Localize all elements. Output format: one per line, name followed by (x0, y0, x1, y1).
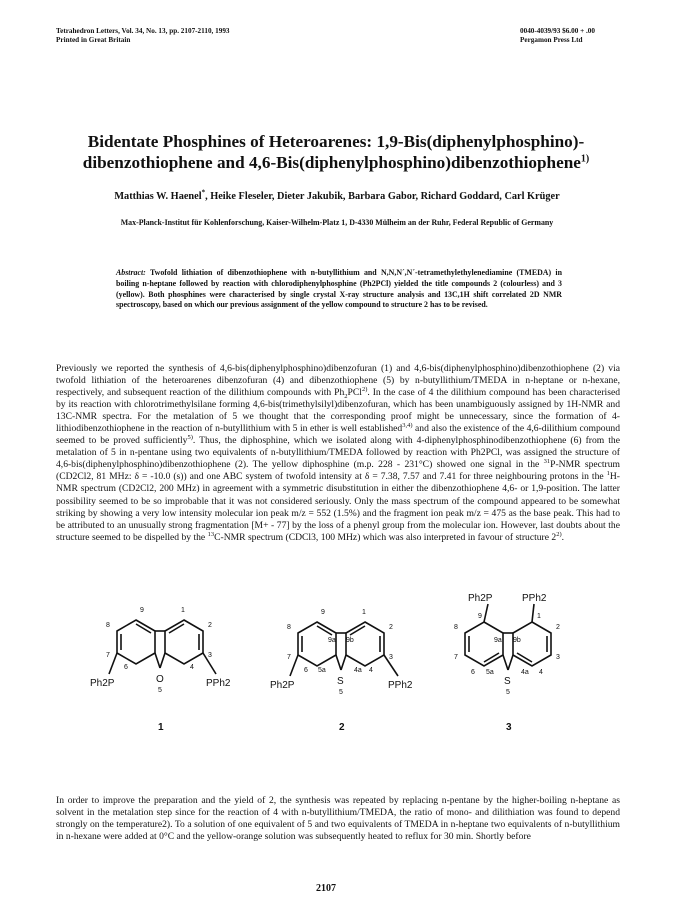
p1-g: H-NMR spectrum (CD2Cl2, 200 MHz) in agreement with a symmetric disubstitution in either the dibenzothiophene 4,6- or 1,9-position. The latter possibility seemed to be so improbable that it was not considered seriously. Only the mass spectrum of the compound appeared to be somewhat striking by showing a very low intensity molecular ion peak m/z = 552 (1.5%) and the fragment ion peak m/z = 475 as the base peak. This had to be attributed to an unusually strong fragmentation [M+ - 77] by the loss of a phenyl group from the molecular ion. However, last doubts about the structure seemed to be dispelled by the (56, 471, 620, 543)
p1-a: Previously we reported the synthesis of 4,6-bis(diphenylphosphino)dibenzofuran (1) and 4,6-bis(diphenylphosphino)dibenzothiophene (2) via twofold lithiation of the heteroarenes dibenzofuran (4) and dibenzothiophene (5) by n-butyllithium/TMEDA in n-heptane or n-hexane, respectively, and subsequent reaction of the dilithium compounds with Ph (56, 363, 620, 399)
loc1-1: 1 (181, 607, 185, 614)
loc2-8: 8 (287, 624, 291, 631)
author-list (40, 188, 634, 202)
ring-right-2 (346, 622, 384, 666)
loc1-2: 2 (208, 622, 212, 629)
loc3-2: 2 (556, 624, 560, 631)
loc3-5a: 5a (486, 669, 494, 676)
ring-right-1 (165, 620, 203, 664)
label-3: 3 (506, 722, 512, 733)
pph2-1: PPh2 (206, 678, 231, 689)
loc3-1: 1 (537, 613, 541, 620)
loc3-9b: 9b (513, 637, 521, 644)
ph2p-1: Ph2P (90, 678, 115, 689)
p1-c: . In the case of 4 the dilithium compound has been characterised by its reaction with chlorotrimethylsilane forming 4,6-bis(trimethylsilyl)dibenzofuran, which has been unambiguously assigned by 1H-NMR and 13C-NMR spectra. For the metalation of 5 we thought that the corresponding proof might be unnecessary, since the formation of 4-lithiodibenzothiophene in the reaction of n-butyllithium with 5 in ether is well established (56, 387, 620, 435)
ring-right-3 (513, 622, 551, 666)
printed-line: Printed in Great Britain (56, 36, 131, 44)
ph2p-3: Ph2P (468, 593, 493, 604)
page-number: 2107 (316, 883, 336, 894)
loc2-4: 4 (369, 667, 373, 674)
loc2-5: 5 (339, 689, 343, 696)
loc2-5a: 5a (318, 667, 326, 674)
ph2p-2: Ph2P (270, 680, 295, 691)
journal-citation (56, 27, 230, 45)
ref-3-4: 3,4) (402, 422, 413, 430)
other-authors: , Heike Fleseler, Dieter Jakubik, Barbara Gabor, Richard Goddard, Carl Krüger (205, 191, 560, 202)
p1-d: and also the existence of the 4,6-dilithium compound seemed to be proved sufficiently (56, 423, 620, 447)
loc1-6: 6 (124, 664, 128, 671)
loc3-7: 7 (454, 654, 458, 661)
p1-h: C-NMR spectrum (CDCl3, 100 MHz) which was also interpreted in favour of structure 2 (214, 531, 557, 543)
loc1-7: 7 (106, 652, 110, 659)
loc3-4a: 4a (521, 669, 529, 676)
loc1-4: 4 (190, 664, 194, 671)
ring-left-1 (117, 620, 155, 664)
loc3-4: 4 (539, 669, 543, 676)
loc2-1: 1 (362, 609, 366, 616)
loc2-9a: 9a (328, 637, 336, 644)
loc3-9a: 9a (494, 637, 502, 644)
sup-31: 31 (543, 458, 551, 466)
loc3-6: 6 (471, 669, 475, 676)
loc3-9: 9 (478, 613, 482, 620)
loc3-3: 3 (556, 654, 560, 661)
hetero-s-3: S (504, 676, 511, 687)
paper-title (36, 131, 636, 173)
structures-figure (56, 592, 620, 792)
abstract-text: Twofold lithiation of dibenzothiophene with n-butyllithium and N,N,N´,N´-tetramethylethylenediamine (TMEDA) in boiling n-heptane followed by reaction with chlorodiphenylphosphine (Ph2PCl) yielded the title compounds 2 (colourless) and 3 (yellow). Both phosphines were characterised by single crystal X-ray structure analysis and 13C,1H shift correlated 2D NMR spectroscopy, based on which our previous assignment of the yellow compound to structure 2 has to be revised. (116, 268, 562, 310)
body-paragraph-1: Previously we reported the synthesis of 4,6-bis(diphenylphosphino)dibenzofuran (1) and 4,6-bis(diphenylphosphino)dibenzothiophene (2) via twofold lithiation of the heteroarenes dibenzofuran (4) and dibenzothiophene (5) by n-butyllithium/TMEDA in n-heptane or n-hexane, respectively, and subsequent reaction of the dilithium compounds with $Ph_2PCl^{2)}$. In the case of 4 the dilithium compound has been characterised by its reaction with chlorotrimethylsilane forming 4,6-bis(trimethylsilyl)dibenzofuran, which has been unambiguously assigned by 1H-NMR and 13C-NMR spectra. For the metalation of 5 we thought that the corresponding proof might be unnecessary, since the formation of 4-lithiodibenzothiophene in the reaction of n-butyllithium with 5 in ether is well established$^{3,4)}$ and also the existence of the 4,6-dilithium compound seemed to be proved sufficiently$^{5)}$. Thus, the diphosphine, which we isolated along with 4-diphenylphosphinodibenzothiophene (6) from the metalation of 5 in n-pentane using two equivalents of n-butyllithium/TMEDA followed by reaction with Ph2PCl, was assigned the structure of 4,6-bis(diphenylphosphino)dibenzothiophene (2). The yellow diphosphine (m.p. 228 - 231°C) showed one signal in the $^{31}$P-NMR spectrum (CD2Cl2, 81 MHz: δ = -10.0 (s)) and one ABC system of twofold intensity at δ = 7.38, 7.57 and 7.41 for three neighbouring protons in the $^1$H-NMR spectrum (CD2Cl2, 200 MHz) in agreement with a symmetric disubstitution in either the dibenzothiophene 4,6- or 1,9-position. The latter possibility seemed to be so improbable that it was not considered seriously. Only the mass spectrum of the compound appeared to be somewhat striking by showing a very low intensity molecular ion peak m/z = 552 (1.5%) and the fragment ion peak m/z = 475 as the base peak. This had to be attributed to an unusually strong fragmentation [M+ - 77] by the loss of a phenyl group from the molecular ion. However, last doubts about the structure seemed to be dispelled by the $^{13}$C-NMR spectrum (CDCl3, 100 MHz) which was also interpreted in favour of structure 2$^{2)}$. (56, 363, 621, 543)
sup-1: 1 (606, 470, 610, 478)
loc2-7: 7 (287, 654, 291, 661)
sup-13: 13 (207, 530, 215, 538)
loc1-3: 3 (208, 652, 212, 659)
title-line-2 (36, 152, 636, 173)
loc2-9: 9 (321, 609, 325, 616)
p1-end: . (561, 531, 565, 543)
loc2-4a: 4a (354, 667, 362, 674)
corresponding-mark: * (201, 188, 206, 197)
pph2-2: PPh2 (388, 680, 413, 691)
ref-2b: 2) (556, 530, 562, 538)
p1-f: P-NMR spectrum (CD2Cl2, 81 MHz: δ = -10.0 (s)) and one ABC system of twofold intensity at δ = 7.38, 7.57 and 7.41 for three neighbouring protons in the (56, 459, 621, 483)
title-line-2-text: dibenzothiophene and 4,6-Bis(diphenylphosphino)dibenzothiophene (82, 153, 581, 172)
issn-line: 0040-4039/93 $6.00 + .00 (520, 27, 595, 35)
label-1: 1 (158, 722, 164, 733)
ref-5: 5) (187, 434, 193, 442)
publisher-line: Pergamon Press Ltd (520, 36, 583, 44)
title-footnote: 1) (580, 153, 590, 165)
p1-e: . Thus, the diphosphine, which we isolated along with 4-diphenylphosphinodibenzothiophene (6) from the metalation of 5 in n-pentane using two equivalents of n-butyllithium/TMEDA followed by reaction with Ph2PCl, was assigned the structure of 4,6-bis(diphenylphosphino)dibenzothiophene (2). The yellow diphosphine (m.p. 228 - 231°C) showed one signal in the (56, 435, 620, 471)
loc2-2: 2 (389, 624, 393, 631)
loc2-3: 3 (389, 654, 393, 661)
abstract (116, 268, 562, 311)
ring-left-3 (465, 622, 503, 666)
loc1-5: 5 (158, 687, 162, 694)
loc1-9: 9 (140, 607, 144, 614)
title-line-1: Bidentate Phosphines of Heteroarenes: 1,9-Bis(diphenylphosphino)- (87, 132, 585, 151)
p1-b: PCl (347, 387, 362, 399)
loc1-8: 8 (106, 622, 110, 629)
affiliation: Max-Planck-Institut für Kohlenforschung, Kaiser-Wilhelm-Platz 1, D-4330 Mülheim an der Ruhr, Federal Republic of Germany (120, 218, 554, 227)
loc2-6: 6 (304, 667, 308, 674)
body-paragraph-2: In order to improve the preparation and the yield of 2, the synthesis was repeated by replacing n-pentane by the higher-boiling n-heptane as solvent in the metalation step since for the reaction of 4 with n-butyllithium/TMEDA, the ratio of mono- and dilithiation was found to depend strongly on the temperature2). To a solution of one equivalent of 5 and two equivalents of TMEDA in n-heptane two equivalents of n-butyllithium in n-hexane were added at 0°C and the yellow-orange solution was subsequently heated to reflux for 30 min. Shortly before (56, 795, 620, 843)
pph2-3: PPh2 (522, 593, 547, 604)
journal-line: Tetrahedron Letters, Vol. 34, No. 13, pp. 2107-2110, 1993 (56, 27, 230, 35)
loc2-9b: 9b (346, 637, 354, 644)
ref-2: 2) (361, 385, 368, 393)
loc3-5: 5 (506, 689, 510, 696)
ring-left-2 (298, 622, 336, 666)
hetero-o: O (156, 674, 164, 685)
first-author: Matthias W. Haenel (114, 191, 202, 202)
abstract-label: Abstract: (116, 268, 146, 277)
hetero-s-2: S (337, 676, 344, 687)
issn-block (520, 27, 595, 45)
loc3-8: 8 (454, 624, 458, 631)
label-2: 2 (339, 722, 345, 733)
